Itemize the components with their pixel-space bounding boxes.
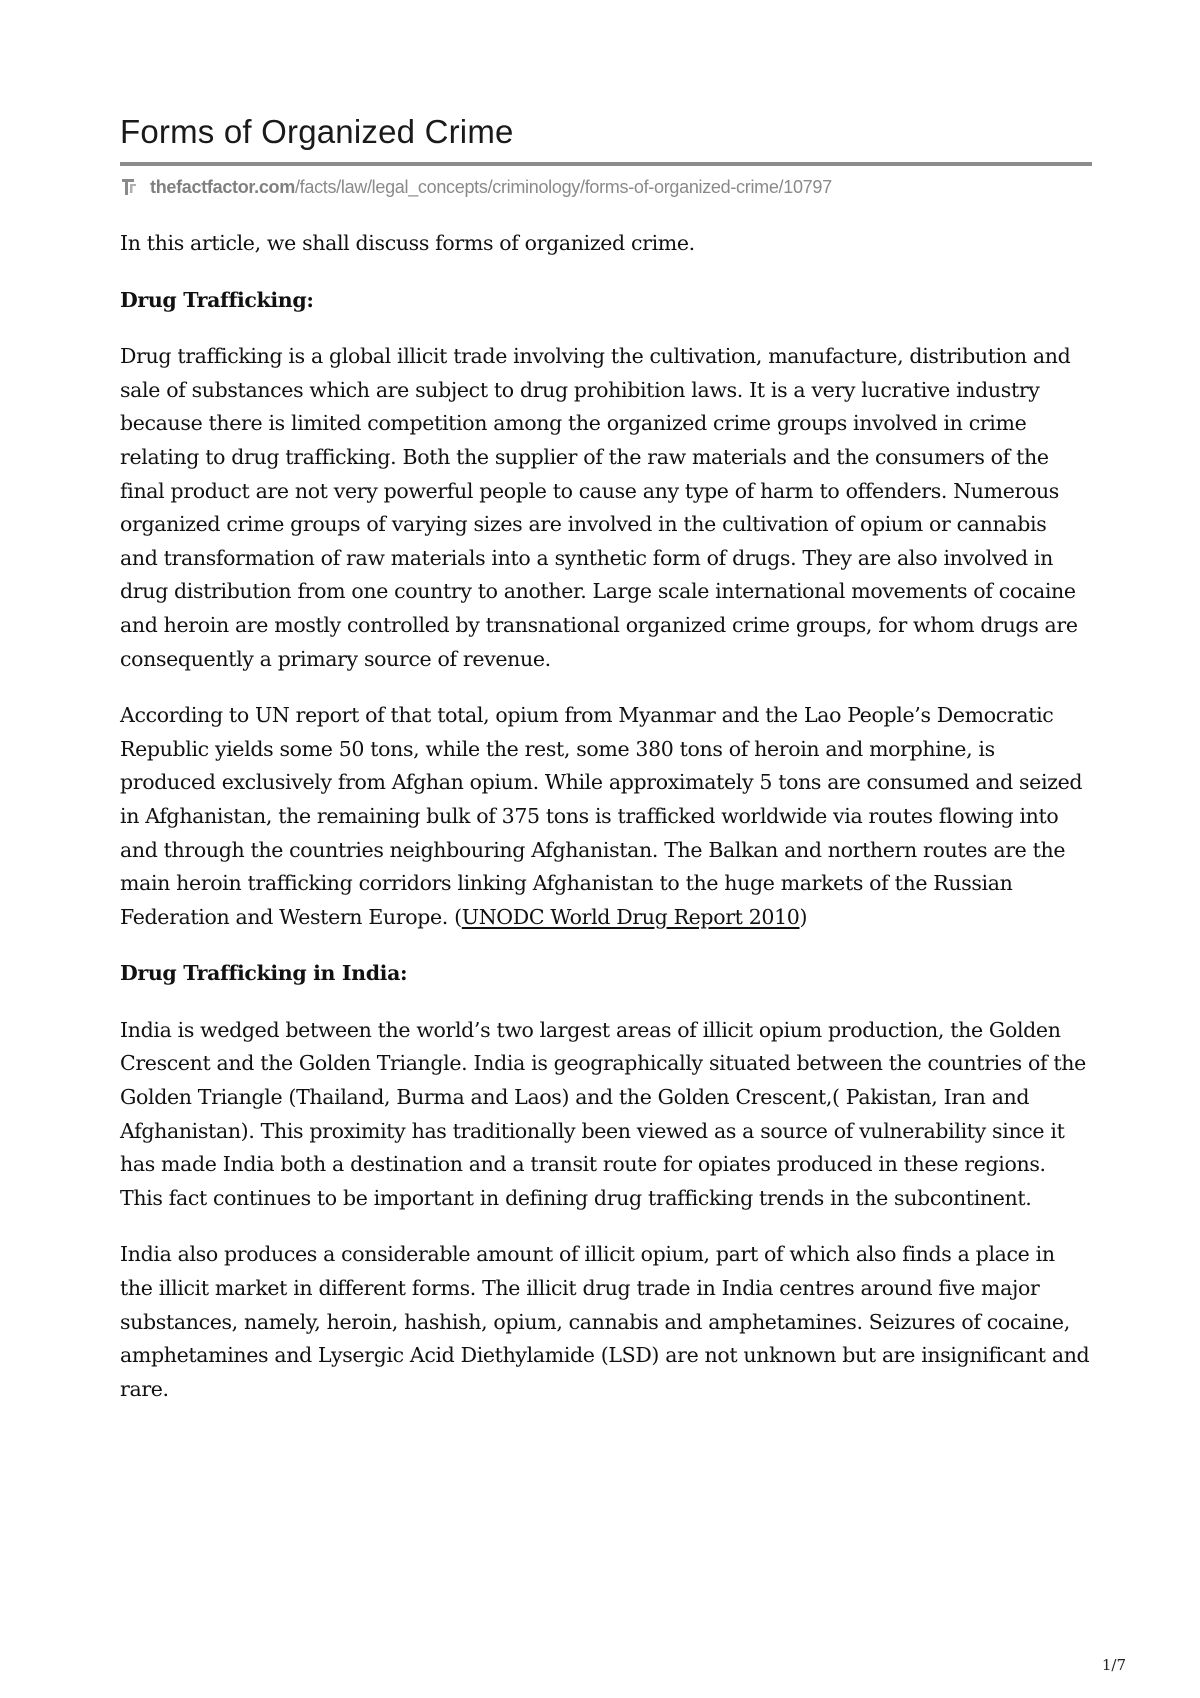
india-paragraph-2: India also produces a considerable amount of illicit opium, part of which also finds a place in the illicit market in different forms. The illicit drug trade in India centres around five major substances, namely, heroin, hashish, opium, cannabis and amphetamines. Seizures of cocaine, amphetamines and Lysergic Acid Diethylamide (LSD) are not unknown but are insignificant and rare. xyxy=(120,1242,1090,1401)
drug-trafficking-paragraph-1: Drug trafficking is a global illicit trade involving the cultivation, manufacture, distribution and sale of substances which are subject to drug prohibition laws. It is a very lucrative industry because there is limited competition among the organized crime groups involved in crime relating to drug trafficking. Both the supplier of the raw materials and the consumers of the final product are not very powerful people to cause any type of harm to offenders. Numerous organized crime groups of varying sizes are involved in the cultivation of opium or cannabis and transformation of raw materials into a synthetic form of drugs. They are also involved in drug distribution from one country to another. Large scale international movements of cocaine and heroin are mostly controlled by transnational organized crime groups, for whom drugs are consequently a primary source of revenue. xyxy=(120,344,1078,671)
drug-trafficking-paragraph-2 xyxy=(120,699,1090,934)
source-path[interactable]: /facts/law/legal_concepts/criminology/forms-of-organized-crime/10797 xyxy=(294,176,832,197)
section-heading-drug-trafficking-india: Drug Trafficking in India: xyxy=(120,961,408,986)
factfactor-logo-icon xyxy=(120,177,138,197)
source-domain[interactable]: thefactfactor.com xyxy=(150,176,295,197)
page-number: 1/7 xyxy=(1101,1656,1126,1674)
paragraph-closing: ) xyxy=(799,904,808,929)
source-url-line[interactable] xyxy=(120,175,1090,199)
unodc-report-link[interactable]: UNODC World Drug Report 2010 xyxy=(461,904,800,929)
intro-paragraph: In this article, we shall discuss forms of organized crime. xyxy=(120,231,695,255)
paragraph-text: According to UN report of that total, opium from Myanmar and the Lao People’s Democratic Republic yields some 50 tons, while the rest, some 380 tons of heroin and morphine, is produced exclusively from Afghan opium. While approximately 5 tons are consumed and seized in Afghanistan, the remaining bulk of 375 tons is trafficked worldwide via routes flowing into and through the countries neighbouring Afghanistan. The Balkan and northern routes are the main heroin trafficking corridors linking Afghanistan to the huge markets of the Russian Federation and Western Europe. ( xyxy=(120,703,1083,929)
india-paragraph-1: India is wedged between the world’s two largest areas of illicit opium production, the Golden Crescent and the Golden Triangle. India is geographically situated between the countries of the Golden Triangle (Thailand, Burma and Laos) and the Golden Crescent,( Pakistan, Iran and Afghanistan). This proximity has traditionally been viewed as a source of vulnerability since it has made India both a destination and a transit route for opiates produced in these regions. This fact continues to be important in defining drug trafficking trends in the subcontinent. xyxy=(120,1017,1086,1210)
article-body xyxy=(120,227,1090,1406)
title-divider xyxy=(120,162,1092,166)
document-page xyxy=(120,110,1090,1429)
section-heading-drug-trafficking: Drug Trafficking: xyxy=(120,287,314,312)
page-title: Forms of Organized Crime xyxy=(120,113,514,150)
